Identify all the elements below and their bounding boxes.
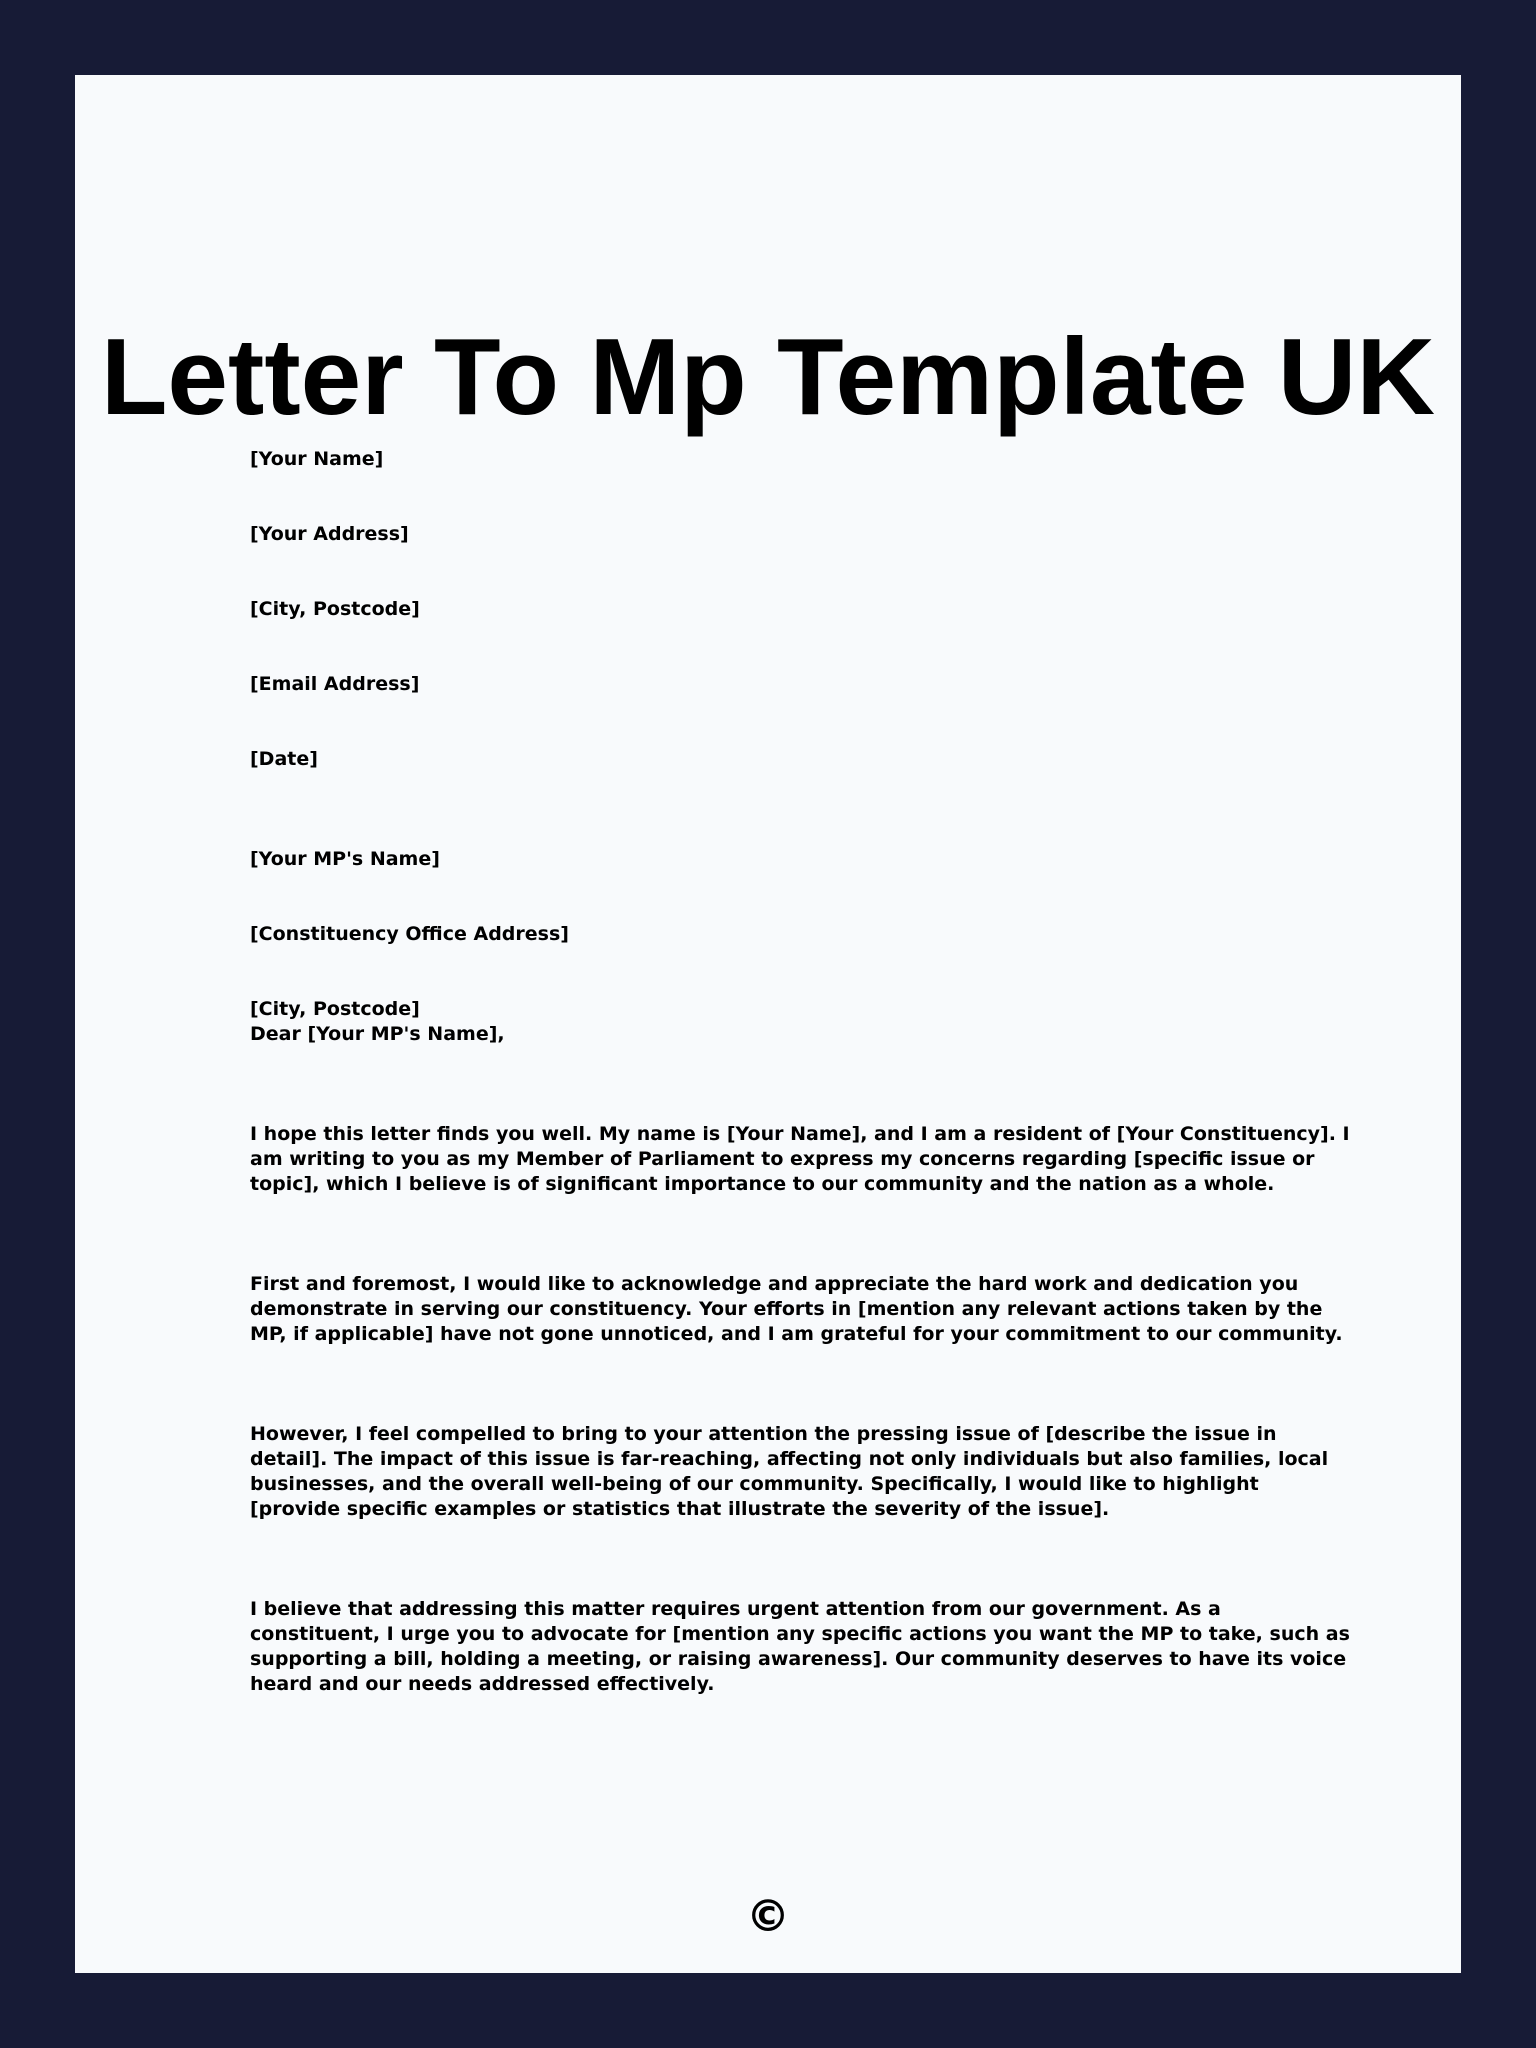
copyright-icon: © xyxy=(746,1891,790,1942)
salutation: Dear [Your MP's Name], xyxy=(250,1023,505,1045)
page-title: Letter To Mp Template UK xyxy=(100,316,1436,438)
letter-page xyxy=(75,75,1461,1973)
sender-city-postcode: [City, Postcode] xyxy=(250,598,420,620)
recipient-office-address: [Constituency Office Address] xyxy=(250,923,569,945)
body-paragraph-2: First and foremost, I would like to acknowledge and appreciate the hard work and dedication you demonstrate in serving our constituency. Your efforts in [mention any relevant actions taken by the MP, if applicable] have not gone unnoticed, and I am grateful for your commitment to our community. xyxy=(250,1273,1343,1345)
body-paragraph-1: I hope this letter finds you well. My name is [Your Name], and I am a resident of [Your Constituency]. I am writing to you as my Member of Parliament to express my concerns regarding [specific issue or topic], which I believe is of significant importance to our community and the nation as a whole. xyxy=(250,1123,1350,1195)
body-paragraph-4: I believe that addressing this matter requires urgent attention from our government. As a constituent, I urge you to advocate for [mention any specific actions you want the MP to take, such as supporting a bill, holding a meeting, or raising awareness]. Our community deserves to have its voice heard and our needs addressed effectively. xyxy=(250,1598,1350,1695)
recipient-name: [Your MP's Name] xyxy=(250,848,440,870)
recipient-city-postcode: [City, Postcode] xyxy=(250,998,420,1020)
body-paragraph-3: However, I feel compelled to bring to your attention the pressing issue of [describe the issue in detail]. The impact of this issue is far-reaching, affecting not only individuals but also families, local businesses, and the overall well-being of our community. Specifically, I would like to highlight [provide specific examples or statistics that illustrate the severity of the issue]. xyxy=(250,1423,1329,1520)
sender-date: [Date] xyxy=(250,748,318,770)
recipient-block xyxy=(250,847,1355,1022)
sender-name: [Your Name] xyxy=(250,448,384,470)
letter-content xyxy=(250,447,1355,1697)
sender-address: [Your Address] xyxy=(250,523,409,545)
sender-email: [Email Address] xyxy=(250,673,420,695)
sender-block xyxy=(250,447,1355,772)
